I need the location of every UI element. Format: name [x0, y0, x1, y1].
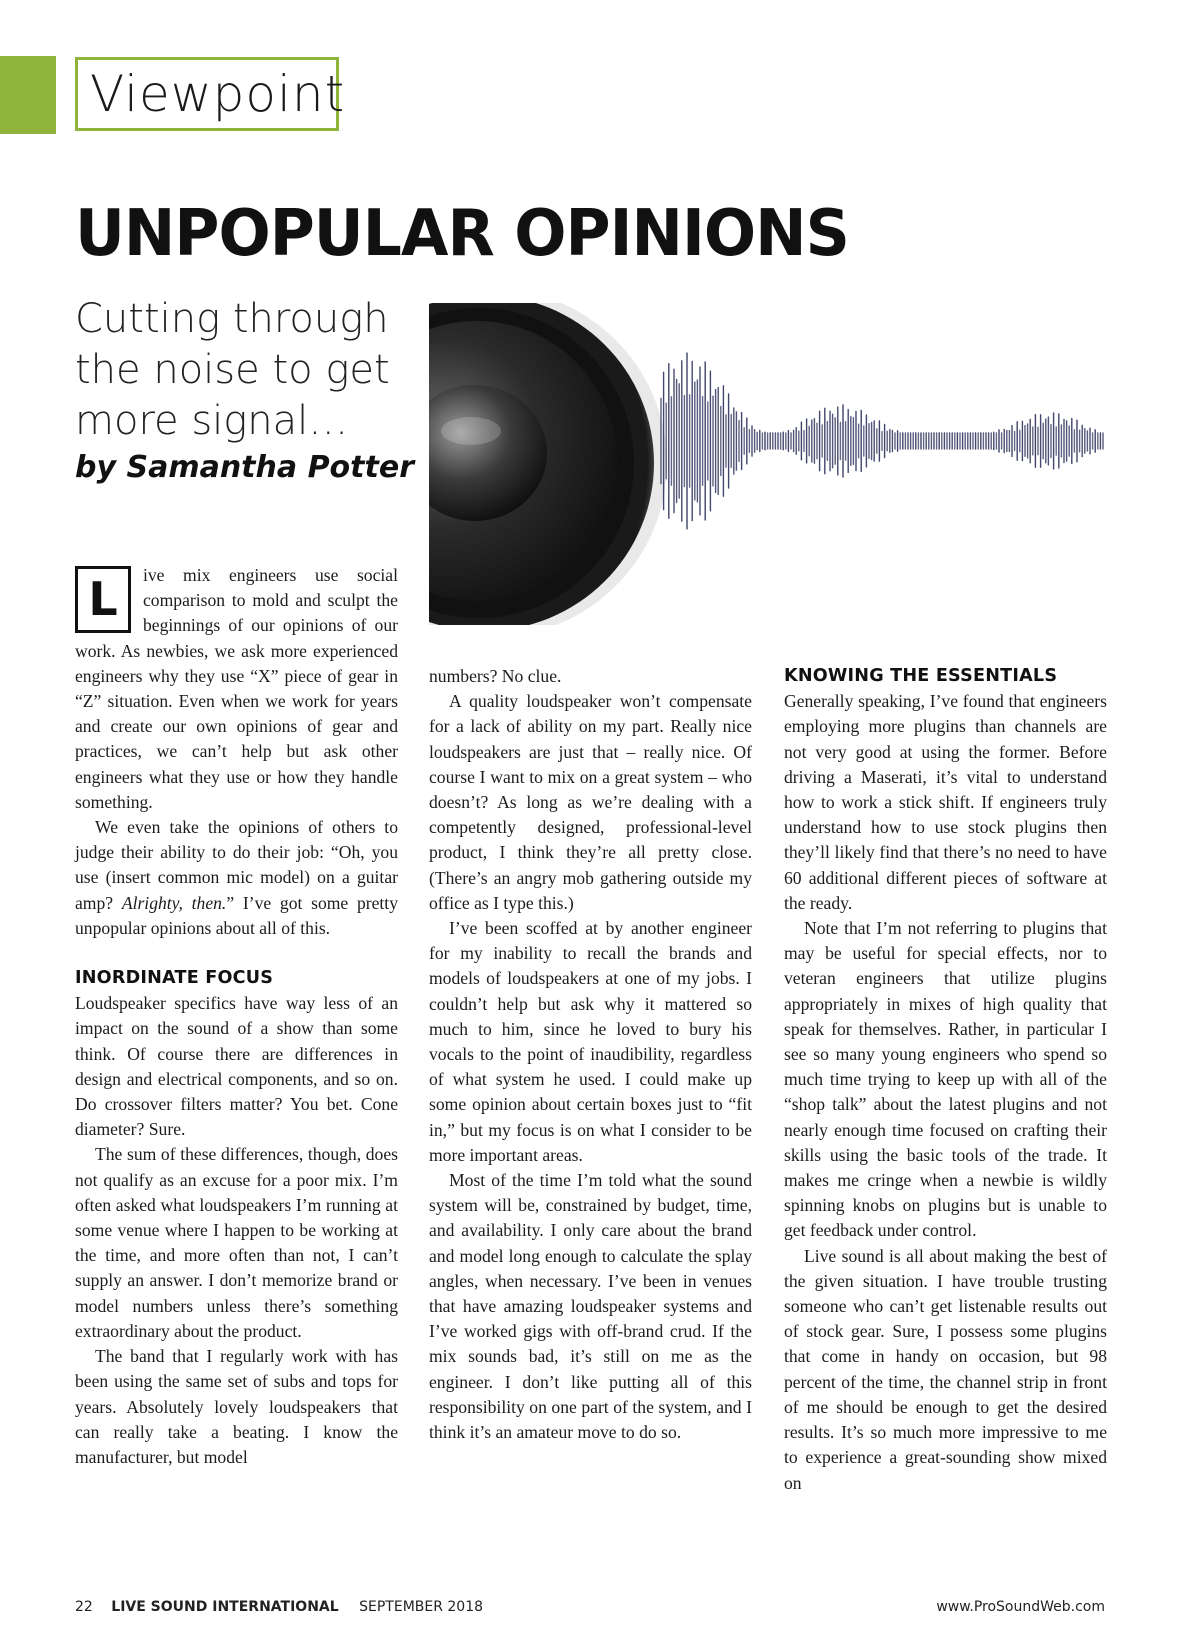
paragraph: ive mix engineers use social comparison to mold and sculpt the beginnings of our opinions of our work. As newbies, we ask more experienced engineers why they use “X” piece of gear in “Z” situation. Even when we work for years and create our own opinions of gear and practices, we can’t help but ask other engineers what they use or how they handle something. [75, 565, 398, 812]
article-column-2 [429, 664, 752, 1445]
page-number: 22 [75, 1599, 93, 1615]
paragraph: The sum of these differences, though, does not qualify as an excuse for a poor mix. I’m often asked what loudspeakers I’m running at some venue where I happen to be working at the time, and more often than not, I can’t supply an answer. I don’t memorize brand or model numbers unless there’s something extraordinary about the product. [75, 1144, 398, 1341]
paragraph: Note that I’m not referring to plugins that may be useful for special effects, nor to veteran engineers that utilize plugins appropriately in mixes of high quality that speak for themselves. Rather, in particular I see so many young engineers who spend so much time trying to keep up with all of the “shop talk” about the latest plugins and not nearly enough time focused on crafting their skills using the basic tools of the trade. It makes me cringe when a newbie is wildly spinning knobs on plugins but is unable to get feedback under control. [784, 918, 1107, 1241]
section-label: Viewpoint [75, 57, 339, 131]
magazine-name: LIVE SOUND INTERNATIONAL [111, 1599, 339, 1615]
paragraph: Most of the time I’m told what the sound system will be, constrained by budget, time, and availability. I only care about the brand and model long enough to calculate the splay angles, when necessary. I’ve been in venues that have amazing loudspeaker systems and I’ve worked gigs with off-brand crud. If the mix sounds bad, it’s still on me as the engineer. I don’t like putting all of this responsibility on one part of the system, and I think it’s an amateur move to do so. [429, 1170, 752, 1443]
website-link[interactable]: www.ProSoundWeb.com [936, 1599, 1105, 1615]
speaker-waveform-illustration [429, 303, 1109, 625]
sound-wave-icon [661, 353, 1103, 529]
paragraph: I’ve been scoffed at by another engineer for my inability to recall the brands and models of loudspeakers at one of my jobs. I couldn’t help but ask why it mattered so much to him, since he loved to bury his vocals to the point of inaudibility, regardless of what system he used. I could make up some opinion about certain boxes just to “fit in,” but my focus is on what I consider to be more important areas. [429, 918, 752, 1165]
issue-date: SEPTEMBER 2018 [359, 1599, 484, 1615]
article-column-3 [784, 664, 1107, 1496]
paragraph: A quality loudspeaker won’t compensate for a lack of ability on my part. Really nice loudspeakers are just that – really nice. Of course I want to mix on a great system – who doesn’t? As long as we’re dealing with a competently designed, professional-level product, I think they’re all pretty close. (There’s an angry mob gathering outside my office as I type this.) [429, 691, 752, 913]
drop-cap: L [75, 566, 131, 633]
text-emphasis: Alrighty, then. [121, 892, 227, 913]
paragraph: Live sound is all about making the best of the given situation. I have trouble trusting someone who can’t get listenable results out of stock gear. Sure, I possess some plugins that come in handy on occasion, but 98 percent of the time, the channel strip in front of me should be enough to get the desired results. It’s so much more impressive to me to experience a great-sounding show mixed on [784, 1245, 1107, 1493]
text-run: We even take the opinions of others to judge their ability to do their job: “Oh, you use (insert common mic model) on a guitar amp? [75, 817, 398, 913]
paragraph: Loudspeaker specifics have way less of an impact on the sound of a show than some think. Of course there are differences in design and electrical components, and so on. Do crossover filters matter? You bet. Cone diameter? Sure. [75, 993, 398, 1140]
paragraph: Generally speaking, I’ve found that engineers employing more plugins than channels are not very good at using the former. Before driving a Maserati, it’s vital to understand how to work a stick shift. If engineers truly understand how to use stock plugins then they’ll likely find that there’s no need to have 60 additional different pieces of software at the ready. [784, 691, 1107, 913]
subhead-knowing-the-essentials: KNOWING THE ESSENTIALS [784, 666, 1058, 686]
section-accent-bar [0, 56, 56, 134]
paragraph: numbers? No clue. [429, 666, 562, 686]
speaker-icon [429, 303, 669, 625]
article-byline: by Samantha Potter [75, 450, 414, 485]
paragraph: The band that I regularly work with has been using the same set of subs and tops for years. Absolutely lovely loudspeakers that can really take a beating. I know the manufacturer, but model [75, 1346, 398, 1467]
page-footer [75, 1599, 1105, 1621]
article-deck: Cutting through the noise to get more signal… [75, 296, 390, 444]
subhead-inordinate-focus: INORDINATE FOCUS [75, 968, 274, 989]
article-headline: UNPOPULAR OPINIONS [75, 197, 849, 271]
text-run: ” I’ve got some pretty unpopular opinions about all of this. [75, 892, 398, 938]
paragraph [75, 815, 398, 941]
article-column-1 [75, 563, 398, 1470]
